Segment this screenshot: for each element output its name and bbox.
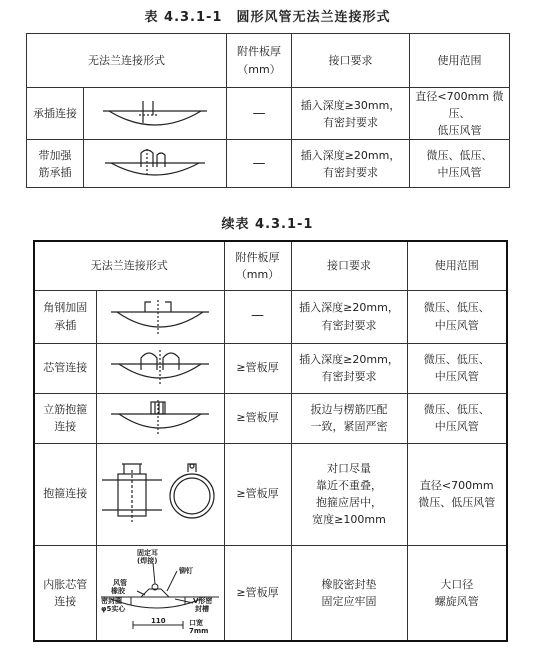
- header-form: 无法兰连接形式: [34, 241, 224, 290]
- row-thickness: ≥管板厚: [224, 343, 291, 393]
- table-row: [34, 343, 507, 393]
- fig-label-seal-ring: 密封圈: [101, 596, 122, 605]
- fig-label-rubber: 橡胶: [111, 586, 125, 595]
- row-name: 抱箍连接: [34, 443, 96, 545]
- fig-label-opening: 口宽: [189, 618, 203, 627]
- fig-label-seal-groove: 封槽: [195, 604, 209, 613]
- expanding-core-pipe-figure: [96, 545, 224, 641]
- angle-steel-socket-figure: [96, 290, 224, 343]
- table-row: [34, 443, 507, 545]
- row-scope: 直径<700mm 微压、 低压风管: [410, 88, 510, 140]
- table-1: [26, 33, 510, 188]
- table-row: [34, 545, 507, 641]
- fig-label-opening-value: 7mm: [189, 626, 209, 635]
- table-row: [34, 393, 507, 443]
- fig-label-solid: φ5实心: [101, 604, 126, 613]
- row-name: 角钢加固 承插: [34, 290, 96, 343]
- table-row: [27, 140, 510, 188]
- table-2: [33, 240, 508, 642]
- row-name: 内胀芯管 连接: [34, 545, 96, 641]
- fig-label-duct: 风管: [113, 578, 127, 587]
- table-row: [34, 290, 507, 343]
- row-thickness: —: [224, 290, 291, 343]
- row-scope: 大口径 螺旋风管: [407, 545, 507, 641]
- fig-label-dimension: 110: [151, 616, 166, 625]
- header-thickness: [227, 34, 292, 88]
- row-thickness: —: [227, 140, 292, 188]
- header-thickness: [224, 241, 291, 290]
- row-scope: 直径<700mm 微压、低压风管: [407, 443, 507, 545]
- header-thickness-text: 附件板厚 （mm）: [235, 250, 280, 281]
- header-scope: 使用范围: [410, 34, 510, 88]
- row-name: 芯管连接: [34, 343, 96, 393]
- fig-label-v-groove: V形密: [193, 596, 213, 605]
- header-requirement: 接口要求: [292, 34, 410, 88]
- row-requirement: 插入深度≥30mm， 有密封要求: [292, 88, 410, 140]
- row-thickness: ≥管板厚: [224, 393, 291, 443]
- header-scope: 使用范围: [407, 241, 507, 290]
- fig-label-fixed-ear: 固定耳: [137, 548, 158, 557]
- row-scope: 微压、低压、 中压风管: [407, 343, 507, 393]
- row-name: 立筋抱箍 连接: [34, 393, 96, 443]
- header-thickness-text: 附件板厚 （mm）: [237, 45, 281, 76]
- hoop-joint-figure: [96, 443, 224, 545]
- row-requirement: 扳边与楞筋匹配 一致，紧固严密: [291, 393, 407, 443]
- table-1-caption: 表 4.3.1-1 圆形风管无法兰连接形式: [144, 10, 391, 25]
- row-name: 承插连接: [27, 88, 84, 140]
- row-requirement: 插入深度≥20mm， 有密封要求: [291, 290, 407, 343]
- rib-hoop-joint-figure: [96, 393, 224, 443]
- socket-joint-figure: [84, 88, 227, 140]
- row-requirement: 插入深度≥20mm， 有密封要求: [291, 343, 407, 393]
- table-row: [27, 88, 510, 140]
- row-requirement: 橡胶密封垫 固定应牢固: [291, 545, 407, 641]
- ribbed-socket-joint-figure: [84, 140, 227, 188]
- row-requirement: 插入深度≥20mm， 有密封要求: [292, 140, 410, 188]
- fig-label-welded: (焊接): [137, 556, 158, 565]
- header-requirement: 接口要求: [291, 241, 407, 290]
- row-scope: 微压、低压、 中压风管: [407, 290, 507, 343]
- row-thickness: —: [227, 88, 292, 140]
- fig-label-rivet: 铆钉: [179, 566, 193, 575]
- row-scope: 微压、低压、 中压风管: [407, 393, 507, 443]
- row-thickness: ≥管板厚: [224, 443, 291, 545]
- row-scope: 微压、低压、 中压风管: [410, 140, 510, 188]
- row-thickness: ≥管板厚: [224, 545, 291, 641]
- core-pipe-joint-figure: [96, 343, 224, 393]
- table-2-caption: 续表 4.3.1-1: [221, 217, 314, 232]
- header-form: 无法兰连接形式: [27, 34, 227, 88]
- row-requirement: 对口尽量 靠近不重叠， 抱箍应居中， 宽度≥100mm: [291, 443, 407, 545]
- row-name: 带加强 筋承插: [27, 140, 84, 188]
